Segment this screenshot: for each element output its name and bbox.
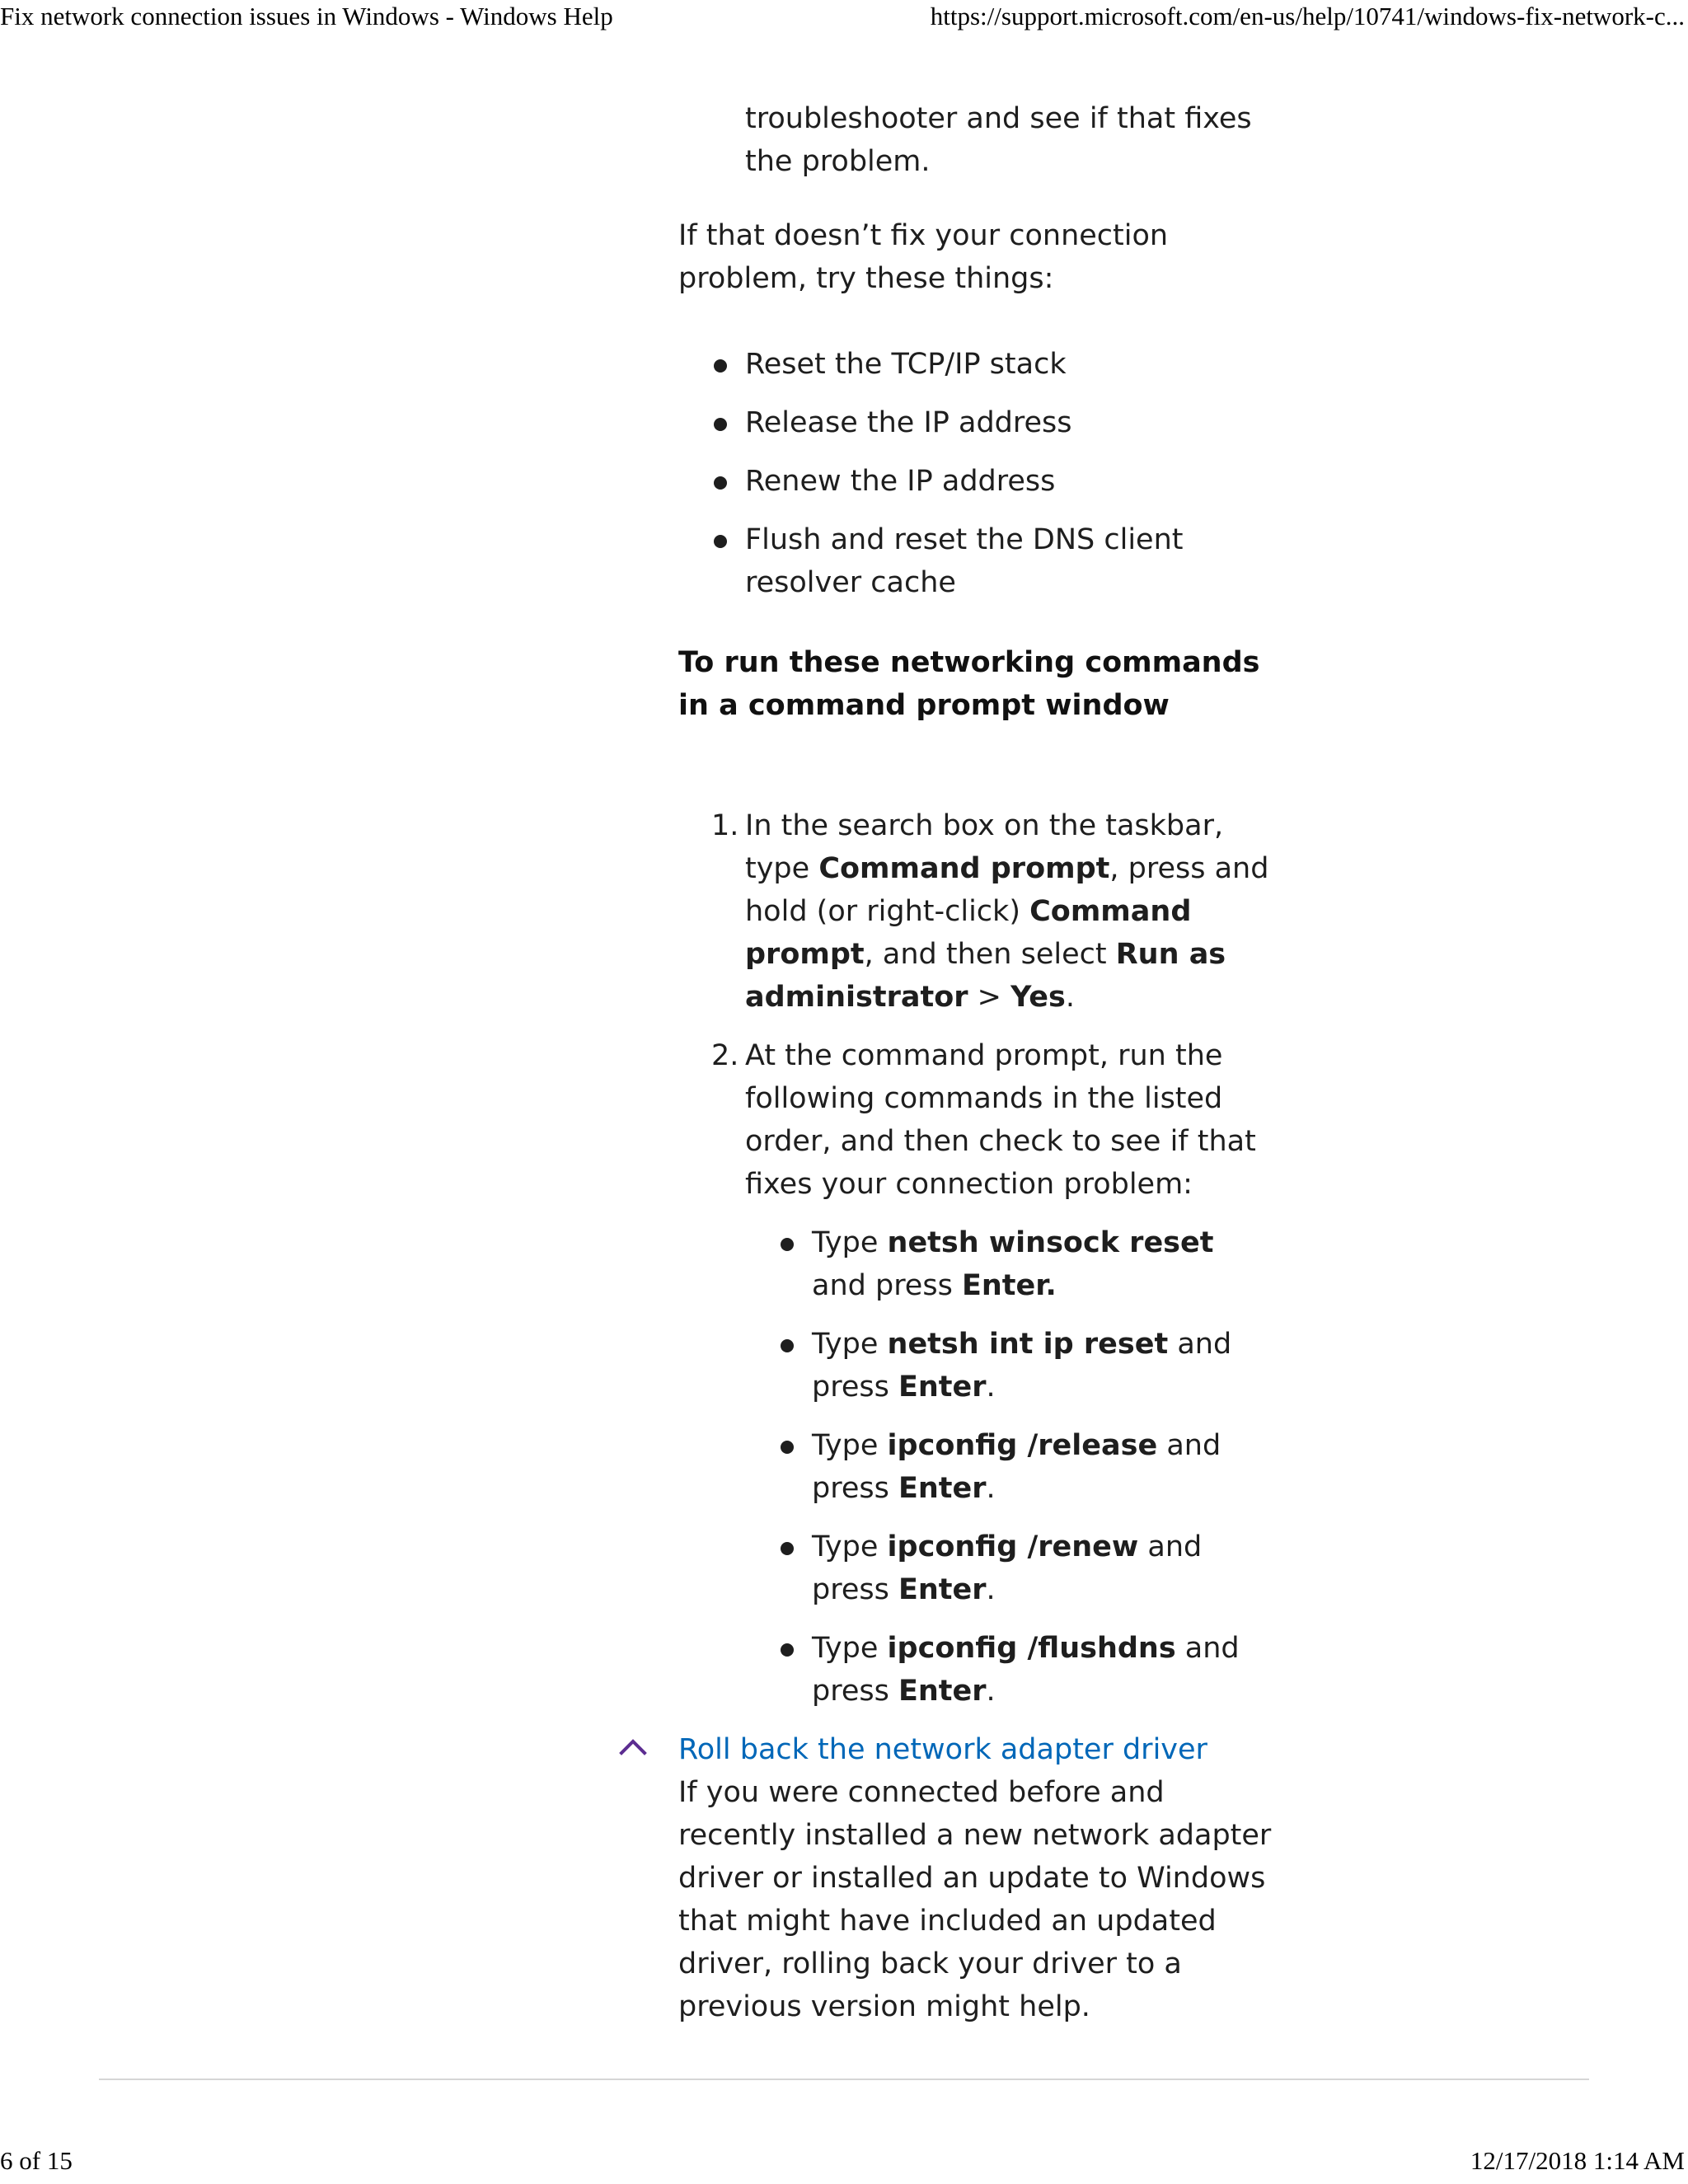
command-suffix: . xyxy=(986,1573,996,1606)
print-datetime: 12/17/2018 1:14 AM xyxy=(1470,2146,1685,2175)
key-name: Enter xyxy=(898,1371,987,1404)
things-to-try-list xyxy=(678,343,1272,604)
continued-text: troubleshooter and see if that fixes the problem. xyxy=(745,102,1252,178)
step-text: In the search box on the taskbar, type xyxy=(745,809,1224,885)
step-bold-text: Command prompt xyxy=(745,895,1192,971)
step-bold-text: Run as administrator xyxy=(745,938,1226,1014)
command-item xyxy=(745,1424,1272,1510)
command-prefix: Type xyxy=(812,1226,888,1259)
list-item: Renew the IP address xyxy=(678,460,1272,503)
page-number: 6 of 15 xyxy=(0,2146,73,2175)
step-text: , and then select xyxy=(864,938,1116,971)
command-text: netsh int ip reset xyxy=(887,1328,1169,1361)
step-text: , press and hold (or right-click) xyxy=(745,852,1269,928)
page-url: https://support.microsoft.com/en-us/help/10741/windows-fix-network-c... xyxy=(930,2,1685,30)
command-item xyxy=(745,1221,1272,1307)
key-name: Enter xyxy=(898,1573,987,1606)
command-prefix: Type xyxy=(812,1632,888,1665)
print-footer xyxy=(0,2146,1688,2182)
key-name: Enter. xyxy=(961,1269,1057,1302)
command-prefix: Type xyxy=(812,1429,888,1462)
step-number: 1. xyxy=(711,809,739,842)
command-text: ipconfig /flushdns xyxy=(887,1632,1176,1665)
print-header xyxy=(0,0,1688,36)
steps-list xyxy=(678,804,1272,1713)
step-text: At the command prompt, run the following commands in the listed order, and then check to see if that fixes your connection problem: xyxy=(745,1039,1256,1201)
command-suffix: . xyxy=(986,1371,996,1404)
step-bold-text: Yes xyxy=(1010,981,1066,1014)
command-prefix: Type xyxy=(812,1530,888,1563)
commands-list xyxy=(745,1221,1272,1713)
command-item xyxy=(745,1323,1272,1408)
chevron-up-icon[interactable] xyxy=(617,1732,649,1765)
key-name: Enter xyxy=(898,1472,987,1505)
command-suffix: . xyxy=(986,1675,996,1708)
step-2 xyxy=(678,1034,1272,1713)
article-content xyxy=(678,97,1272,2028)
command-item xyxy=(745,1526,1272,1611)
list-item: Reset the TCP/IP stack xyxy=(678,343,1272,386)
section-body: If you were connected before and recently installed a new network adapter driver or installed an update to Windows that might have included an updated driver, rolling back your driver to a previous version might help. xyxy=(678,1776,1272,2023)
command-mid: and press xyxy=(812,1632,1240,1708)
command-text: netsh winsock reset xyxy=(887,1226,1214,1259)
step-1 xyxy=(678,804,1272,1019)
list-item: Release the IP address xyxy=(678,401,1272,444)
command-mid: and press xyxy=(812,1269,962,1302)
step-bold-text: Command prompt xyxy=(818,852,1110,885)
command-mid: and press xyxy=(812,1530,1203,1606)
intro-paragraph: If that doesn’t fix your connection problem, try these things: xyxy=(678,219,1169,295)
command-mid: and press xyxy=(812,1328,1232,1404)
commands-subheading: To run these networking commands in a command prompt window xyxy=(678,646,1260,722)
rollback-driver-section xyxy=(678,1728,1272,2028)
step-number: 2. xyxy=(711,1039,739,1072)
command-item xyxy=(745,1627,1272,1713)
step-text: > xyxy=(968,981,1011,1014)
page-title: Fix network connection issues in Windows - Windows Help xyxy=(0,2,613,30)
command-prefix: Type xyxy=(812,1328,888,1361)
list-item: Flush and reset the DNS client resolver cache xyxy=(678,518,1272,604)
command-text: ipconfig /renew xyxy=(887,1530,1139,1563)
step-text: . xyxy=(1065,981,1075,1014)
command-suffix: . xyxy=(986,1472,996,1505)
section-toggle-rollback-driver[interactable]: Roll back the network adapter driver xyxy=(678,1733,1207,1766)
command-mid: and press xyxy=(812,1429,1221,1505)
command-text: ipconfig /release xyxy=(887,1429,1158,1462)
key-name: Enter xyxy=(898,1675,987,1708)
footer-divider xyxy=(99,2079,1589,2080)
